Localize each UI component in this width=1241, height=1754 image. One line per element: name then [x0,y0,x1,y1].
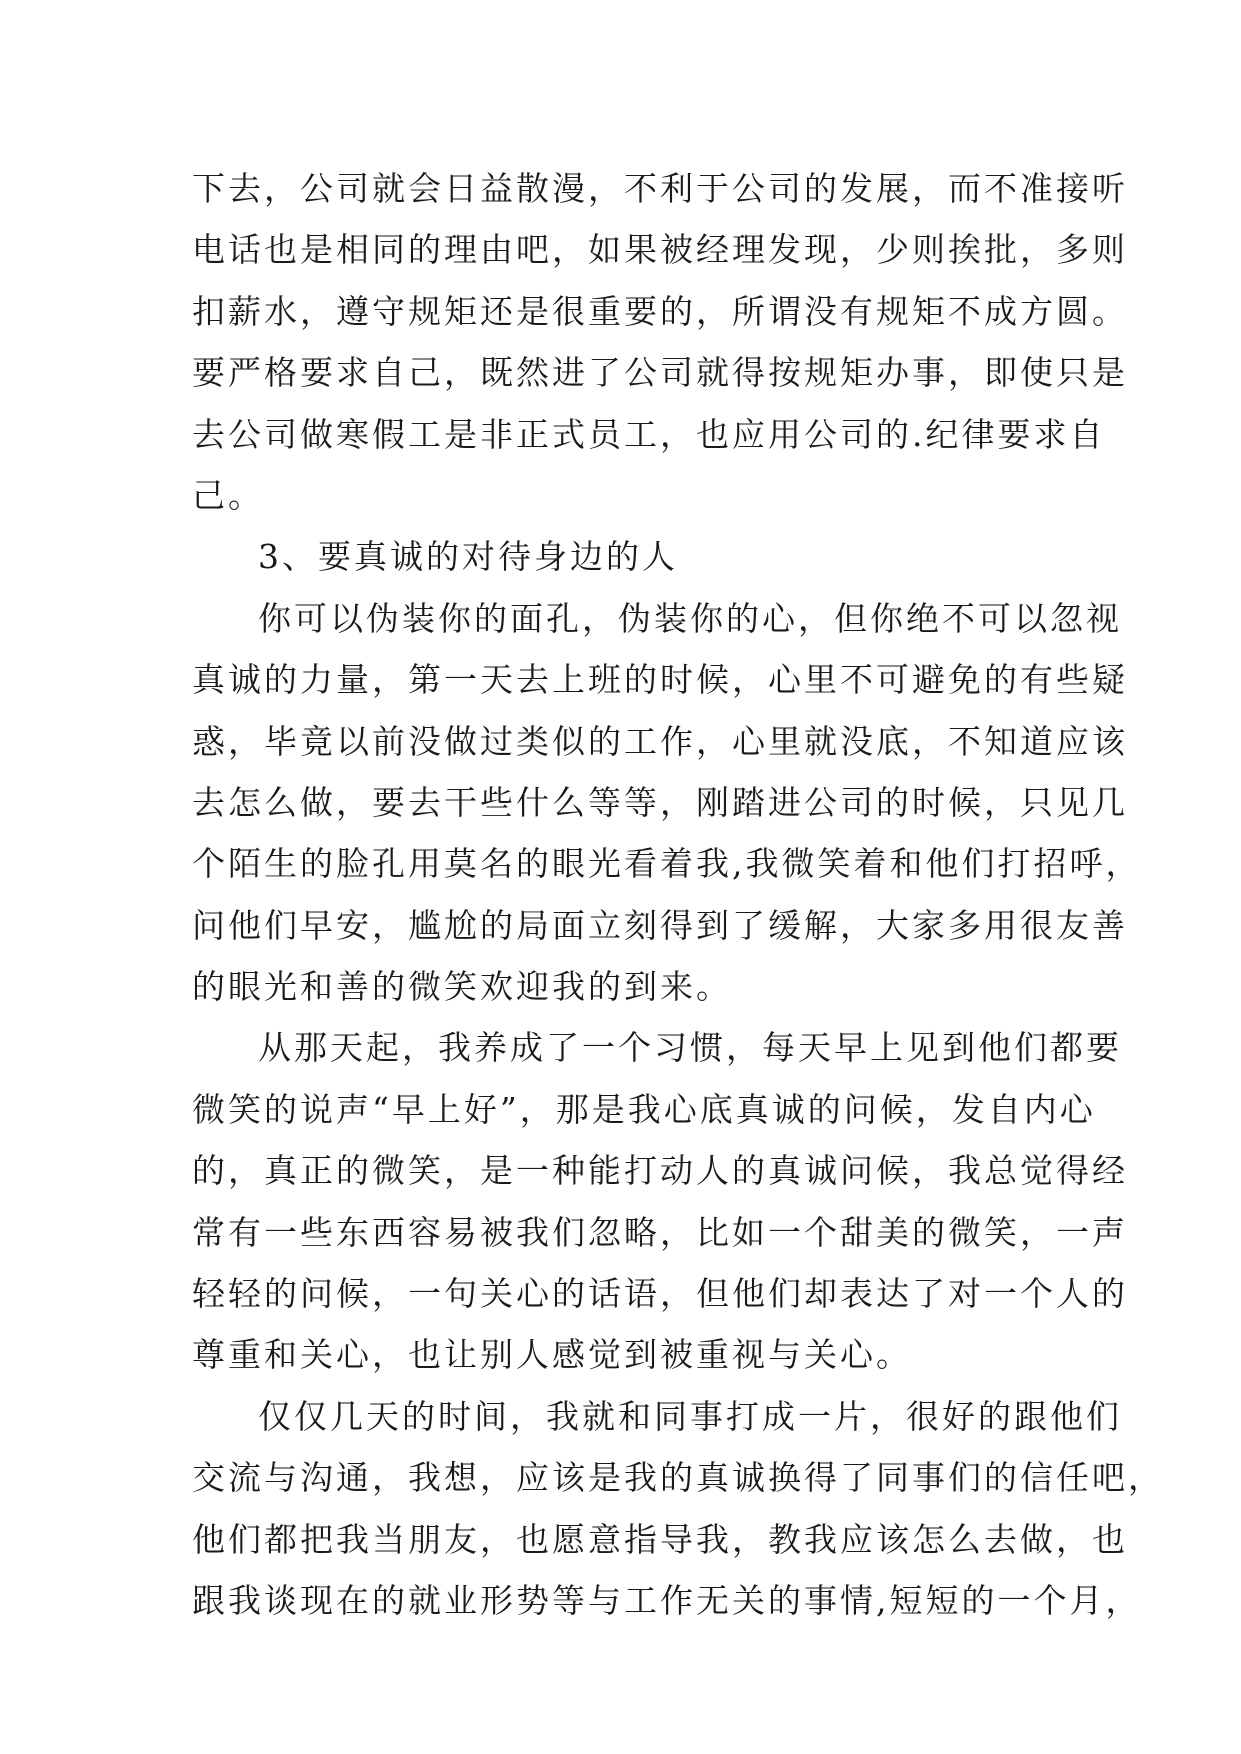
text-line: 下去，公司就会日益散漫，不利于公司的发展，而不准接听 [192,169,1128,208]
text-line: 仅仅几天的时间，我就和同事打成一片，很好的跟他们 [258,1396,1122,1436]
text-line: 去公司做寒假工是非正式员工，也应用公司的.纪律要求自 [192,414,1106,454]
text-line: 的，真正的微笑，是一种能打动人的真诚问候，我总觉得经 [192,1151,1128,1191]
text-line: 惑，毕竟以前没做过类似的工作，心里就没底，不知道应该 [192,721,1128,761]
text-line: 的眼光和善的微笑欢迎我的到来。 [192,967,732,1007]
text-line: 个陌生的脸孔用莫名的眼光看着我,我微笑着和他们打招呼， [192,844,1142,884]
text-line: 你可以伪装你的面孔，伪装你的心，但你绝不可以忽视 [258,598,1122,638]
text-line: 轻轻的问候，一句关心的话语，但他们却表达了对一个人的 [192,1274,1128,1314]
text-line: 常有一些东西容易被我们忽略，比如一个甜美的微笑，一声 [192,1212,1128,1252]
text-line: 己。 [192,475,264,515]
text-line: 从那天起，我养成了一个习惯，每天早上见到他们都要 [258,1028,1122,1068]
text-line: 电话也是相同的理由吧，如果被经理发现，少则挨批，多则 [192,230,1128,270]
text-line: 他们都把我当朋友，也愿意指导我，教我应该怎么去做，也 [192,1519,1128,1559]
text-line: 问他们早安，尴尬的局面立刻得到了缓解，大家多用很友善 [192,905,1128,945]
text-line: 交流与沟通，我想，应该是我的真诚换得了同事们的信任吧， [192,1458,1164,1498]
document-body [192,158,1164,1631]
text-line: 去怎么做，要去干些什么等等，刚踏进公司的时候，只见几 [192,782,1128,822]
text-line: 要严格要求自己，既然进了公司就得按规矩办事，即使只是 [192,353,1128,393]
text-line: 尊重和关心，也让别人感觉到被重视与关心。 [192,1335,912,1375]
text-line: 跟我谈现在的就业形势等与工作无关的事情,短短的一个月， [192,1580,1142,1620]
text-line: 扣薪水，遵守规矩还是很重要的，所谓没有规矩不成方圆。 [192,291,1128,331]
text-line: 微笑的说声“早上好”，那是我心底真诚的问候，发自内心 [192,1089,1096,1129]
section-heading: 3、要真诚的对待身边的人 [258,537,678,577]
text-line: 真诚的力量，第一天去上班的时候，心里不可避免的有些疑 [192,660,1128,700]
